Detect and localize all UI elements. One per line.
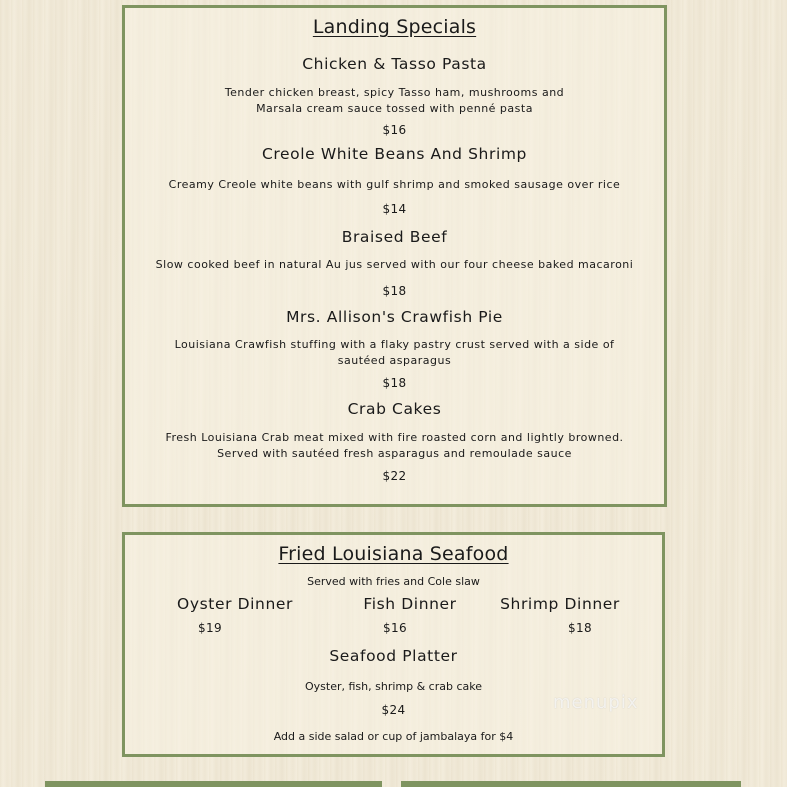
menu-item-price: $22 xyxy=(382,469,407,483)
menu-item-price: $18 xyxy=(382,284,407,298)
menu-item-name: Braised Beef xyxy=(341,228,448,246)
landing-specials-section xyxy=(122,5,667,507)
dinner-name: Oyster Dinner xyxy=(177,595,293,613)
menu-item-desc: Fresh Louisiana Crab meat mixed with fire roasted corn and lightly browned. Served with sautéed fresh asparagus and remoulade sauce xyxy=(165,431,624,460)
platter-name: Seafood Platter xyxy=(329,647,458,665)
menu-item-price: $18 xyxy=(382,376,407,390)
menu-item-desc: Tender chicken breast, spicy Tasso ham, mushrooms and Marsala cream sauce tossed with penné pasta xyxy=(224,86,565,115)
side-addon-note: Add a side salad or cup of jambalaya for $4 xyxy=(273,730,514,743)
menu-item-name: Chicken & Tasso Pasta xyxy=(302,55,487,73)
dinner-price: $18 xyxy=(567,621,593,635)
dinner-price: $19 xyxy=(197,621,223,635)
next-section-border-left xyxy=(45,781,382,787)
dinner-name: Shrimp Dinner xyxy=(500,595,620,613)
fried-seafood-subtitle: Served with fries and Cole slaw xyxy=(307,575,480,588)
fried-seafood-section xyxy=(122,532,665,757)
next-section-border-right xyxy=(401,781,741,787)
dinner-name: Fish Dinner xyxy=(363,595,457,613)
menu-item-desc: Louisiana Crawfish stuffing with a flaky pastry crust served with a side of sautéed asparagus xyxy=(174,338,615,367)
menu-item-name: Creole White Beans And Shrimp xyxy=(261,145,527,163)
menupix-watermark: menupix xyxy=(553,692,639,713)
platter-desc: Oyster, fish, shrimp & crab cake xyxy=(305,680,482,693)
platter-price: $24 xyxy=(381,703,406,717)
landing-specials-title: Landing Specials xyxy=(312,16,477,38)
menu-item-price: $14 xyxy=(382,202,407,216)
menu-item-desc: Slow cooked beef in natural Au jus served with our four cheese baked macaroni xyxy=(155,258,634,271)
dinner-price: $16 xyxy=(382,621,408,635)
menu-item-price: $16 xyxy=(382,123,407,137)
menu-item-desc: Creamy Creole white beans with gulf shrimp and smoked sausage over rice xyxy=(168,178,621,191)
menu-item-name: Mrs. Allison's Crawfish Pie xyxy=(286,308,503,326)
fried-seafood-title: Fried Louisiana Seafood xyxy=(278,543,509,565)
menu-item-name: Crab Cakes xyxy=(347,400,442,418)
